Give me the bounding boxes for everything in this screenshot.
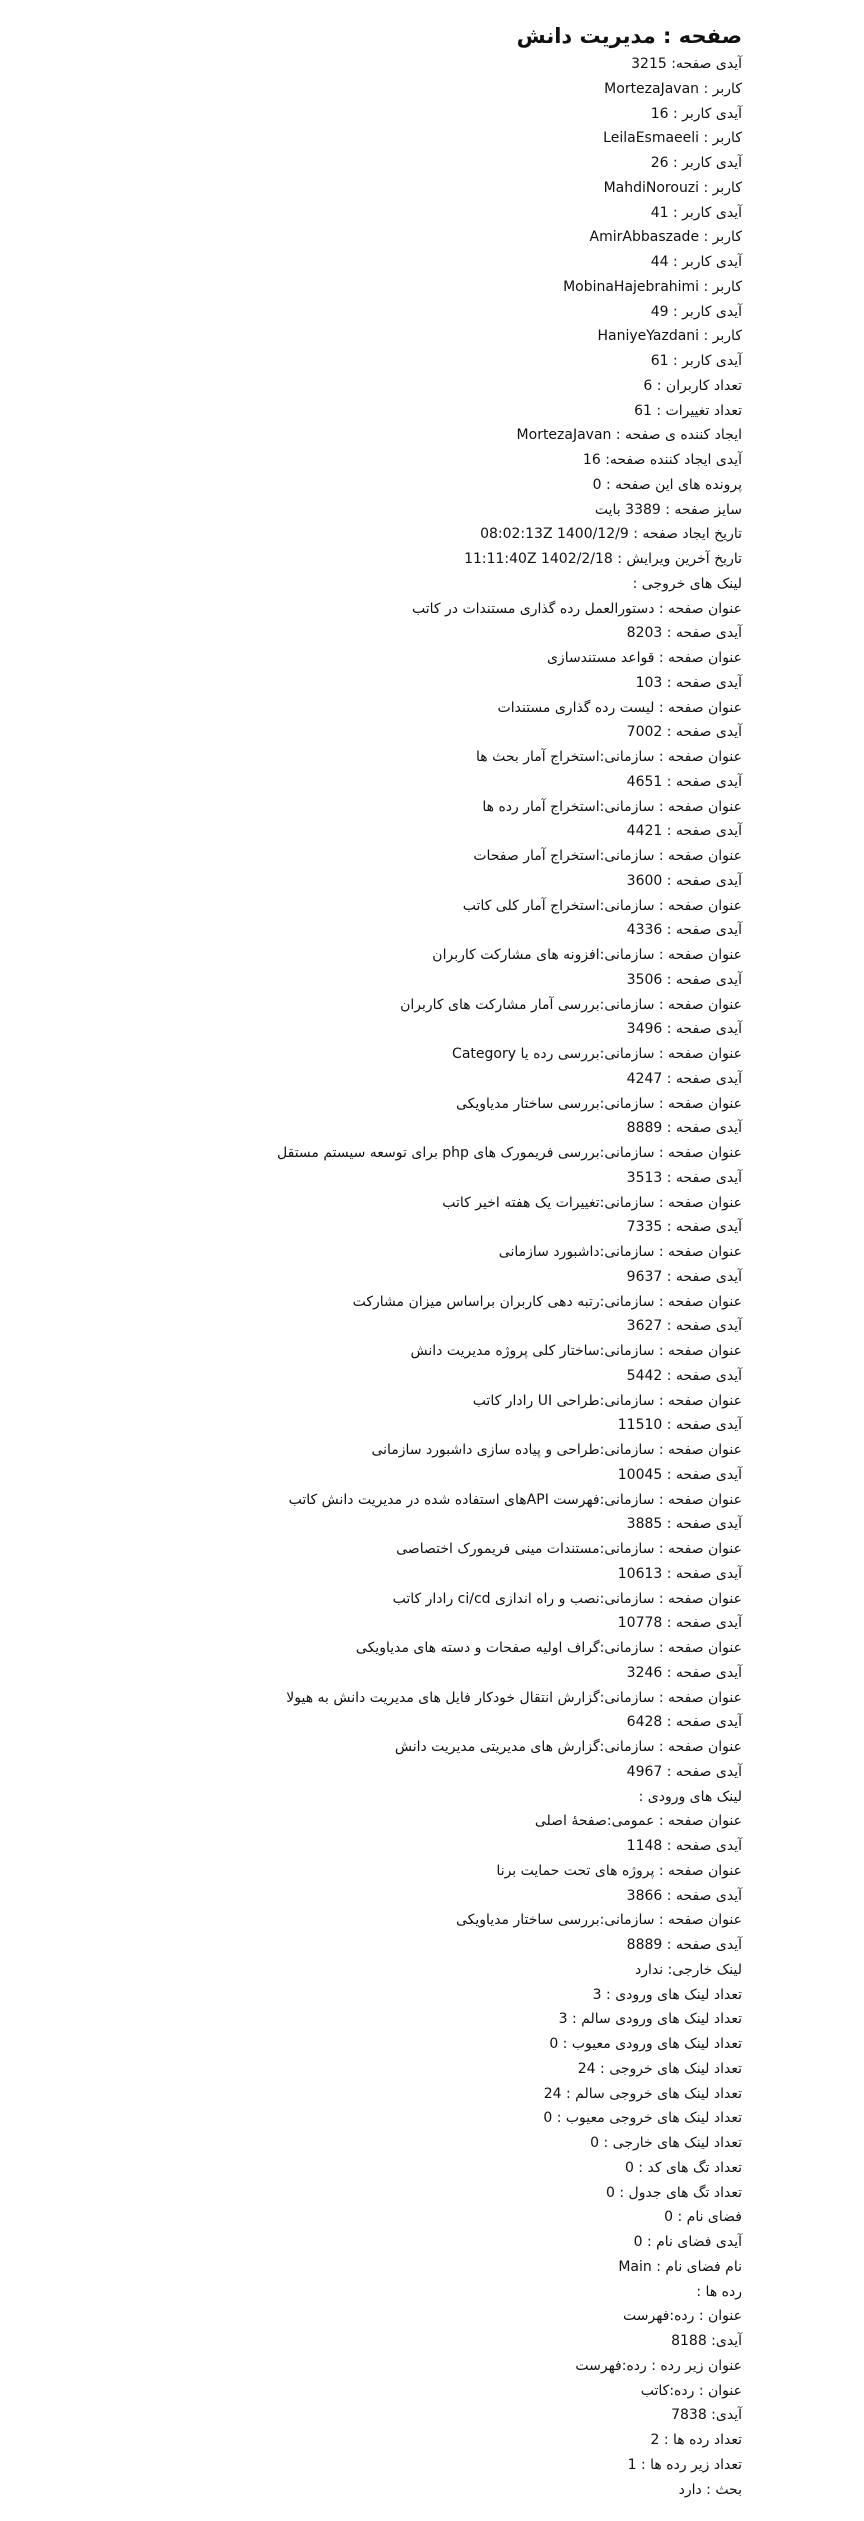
info-line: فضای نام : 0 [664, 2209, 742, 2226]
info-line: عنوان صفحه : سازمانی:رتبه دهی کاربران براساس میزان مشارکت [352, 1293, 742, 1310]
info-line: عنوان صفحه : سازمانی:بررسی آمار مشارکت های کاربران [400, 996, 742, 1013]
info-line: آیدی صفحه : 3627 [626, 1318, 742, 1335]
info-line: آیدی کاربر : 26 [650, 155, 742, 171]
info-line: نام فضای نام : Main [618, 2258, 742, 2275]
info-line: کاربر : MobinaHajebrahimi [563, 278, 742, 295]
info-line: سایز صفحه : 3389 بایت [594, 501, 742, 518]
info-line: تعداد کاربران : 6 [643, 377, 742, 394]
info-line: آیدی کاربر : 44 [650, 254, 742, 270]
info-line: کاربر : MortezaJavan [604, 80, 742, 97]
info-line: آیدی صفحه : 3513 [626, 1169, 742, 1186]
info-line: تعداد لینک های خروجی سالم : 24 [543, 2085, 742, 2102]
info-line: کاربر : LeilaEsmaeeli [603, 130, 742, 147]
info-line: بحث : دارد [678, 2481, 742, 2498]
info-line: تعداد لینک های خارجی : 0 [590, 2135, 742, 2151]
info-line: تعداد تغییرات : 61 [634, 402, 742, 419]
info-line: عنوان صفحه : سازمانی:افزونه های مشارکت کاربران [432, 947, 742, 963]
info-line: عنوان صفحه : پروژه های تحت حمایت برنا [496, 1862, 742, 1879]
info-line: آیدی صفحه : 8889 [626, 1120, 742, 1137]
info-line: عنوان : رده:فهرست [623, 2308, 742, 2325]
info-line: عنوان صفحه : سازمانی:داشبورد سازمانی [498, 1244, 742, 1260]
info-line: عنوان صفحه : سازمانی:تغییرات یک هفته اخیر کاتب [442, 1194, 742, 1211]
info-line: پرونده های این صفحه : 0 [592, 476, 742, 493]
info-line: آیدی صفحه : 4421 [626, 823, 742, 840]
info-line: آیدی صفحه : 3600 [626, 872, 742, 889]
info-line: آیدی صفحه : 3246 [626, 1664, 742, 1681]
info-line: عنوان صفحه : سازمانی:گراف اولیه صفحات و دسته های مدیاویکی [355, 1640, 742, 1656]
info-line: تاریخ ایجاد صفحه : 1400/12/9 08:02:13Z [480, 526, 742, 543]
info-line: عنوان صفحه : سازمانی:نصب و راه اندازی ci/cd رادار کاتب [392, 1590, 742, 1607]
info-line: آیدی صفحه : 10778 [617, 1615, 742, 1632]
info-line: آیدی صفحه : 4247 [626, 1070, 742, 1087]
info-line: عنوان صفحه : سازمانی:استخراج آمار کلی کاتب [462, 897, 742, 914]
info-line: لینک های خروجی : [632, 575, 742, 592]
info-line: عنوان صفحه : سازمانی:بررسی ساختار مدیاویکی [455, 1095, 742, 1112]
info-line: آیدی صفحه : 8889 [626, 1937, 742, 1953]
info-line: عنوان صفحه : سازمانی:استخراج آمار صفحات [473, 848, 742, 864]
info-line: آیدی صفحه : 103 [635, 674, 742, 691]
info-line: لینک های ورودی : [638, 1788, 742, 1805]
info-line: کاربر : MahdiNorouzi [603, 179, 742, 196]
info-line: تعداد لینک های خروجی : 24 [577, 2060, 742, 2077]
info-line: عنوان صفحه : سازمانی:بررسی ساختار مدیاویکی [455, 1912, 742, 1929]
info-line: آیدی صفحه : 7002 [626, 724, 742, 741]
info-line: تعداد زیر رده ها : 1 [627, 2456, 742, 2473]
info-line: عنوان صفحه : لیست رده گذاری مستندات [497, 699, 742, 716]
info-line: عنوان صفحه : سازمانی:استخراج آمار رده ها [482, 798, 742, 815]
info-line: عنوان صفحه : سازمانی:استخراج آمار بحث ها [476, 749, 742, 765]
info-line: عنوان صفحه : دستورالعمل رده گذاری مستندات در کاتب [412, 600, 742, 617]
info-lines [0, 52, 742, 2502]
info-line: رده ها : [696, 2283, 742, 2300]
info-line: تعداد لینک های ورودی سالم : 3 [558, 2011, 742, 2028]
info-line: کاربر : AmirAbbaszade [589, 229, 742, 246]
info-line: عنوان صفحه : سازمانی:گزارش های مدیریتی مدیریت دانش [394, 1739, 742, 1755]
info-line: آیدی صفحه : 9637 [626, 1268, 742, 1285]
info-line: تعداد تگ های کد : 0 [624, 2159, 742, 2176]
info-line: آیدی ایجاد کننده صفحه: 16 [582, 452, 742, 468]
info-line: عنوان : رده:کاتب [640, 2382, 742, 2399]
info-line: آیدی صفحه : 11510 [617, 1417, 742, 1434]
info-line: آیدی کاربر : 41 [650, 204, 742, 221]
info-line: عنوان صفحه : سازمانی:بررسی فریمورک های php برای توسعه سیستم مستقل [277, 1145, 742, 1161]
info-line: آیدی صفحه : 1148 [626, 1838, 742, 1854]
info-line: آیدی صفحه : 4336 [626, 922, 742, 939]
info-line: عنوان صفحه : سازمانی:طراحی UI رادار کاتب [472, 1392, 742, 1409]
info-line: تعداد لینک های ورودی : 3 [592, 1986, 742, 2003]
info-line: عنوان صفحه : سازمانی:مستندات مینی فریمورک اختصاصی [396, 1541, 742, 1557]
info-line: عنوان صفحه : سازمانی:گزارش انتقال خودکار فایل های مدیریت دانش به هیولا [286, 1689, 742, 1706]
info-line: آیدی صفحه : 8203 [626, 625, 742, 642]
info-line: آیدی صفحه : 5442 [626, 1367, 742, 1384]
info-line: عنوان صفحه : سازمانی:ساختار کلی پروژه مدیریت دانش [410, 1343, 742, 1359]
info-line: تعداد لینک های ورودی معیوب : 0 [549, 2036, 742, 2052]
info-line: کاربر : HaniyeYazdani [597, 328, 742, 345]
info-line: آیدی صفحه : 6428 [626, 1714, 742, 1731]
info-line: تاریخ آخرین ویرایش : 1402/2/18 11:11:40Z [464, 551, 742, 567]
info-line: آیدی: 7838 [671, 2407, 742, 2424]
info-line: آیدی صفحه : 7335 [626, 1219, 742, 1236]
info-line: آیدی کاربر : 16 [650, 105, 742, 122]
info-line: عنوان صفحه : قواعد مستندسازی [546, 650, 742, 666]
info-line: آیدی فضای نام : 0 [633, 2234, 742, 2250]
info-line: عنوان زیر رده : رده:فهرست [575, 2357, 742, 2374]
info-line: آیدی صفحه : 4651 [626, 773, 742, 790]
info-line: آیدی صفحه : 10045 [617, 1466, 742, 1483]
info-line: تعداد لینک های خروجی معیوب : 0 [543, 2110, 742, 2127]
info-line: آیدی صفحه : 4967 [626, 1763, 742, 1780]
page-title: صفحه : مدیریت دانش [516, 24, 742, 48]
info-line: آیدی کاربر : 61 [650, 353, 742, 369]
info-line: آیدی صفحه : 3866 [626, 1887, 742, 1904]
info-line: لینک خارجی: ندارد [635, 1961, 742, 1978]
info-line: تعداد رده ها : 2 [650, 2432, 742, 2448]
info-line: ایجاد کننده ی صفحه : MortezaJavan [516, 427, 742, 444]
info-line: آیدی صفحه : 3496 [626, 1021, 742, 1038]
info-line: آیدی صفحه : 10613 [617, 1565, 742, 1582]
info-line: عنوان صفحه : سازمانی:طراحی و پیاده سازی داشبورد سازمانی [371, 1442, 742, 1458]
info-line: عنوان صفحه : عمومی:صفحهٔ اصلی [534, 1813, 742, 1830]
info-line: آیدی کاربر : 49 [650, 303, 742, 320]
info-line: آیدی صفحه : 3885 [626, 1516, 742, 1533]
info-line: عنوان صفحه : سازمانی:بررسی رده یا Category [452, 1046, 742, 1062]
info-line: آیدی صفحه : 3506 [626, 971, 742, 988]
info-line: آیدی: 8188 [671, 2333, 742, 2349]
info-line: آیدی صفحه: 3215 [631, 56, 742, 72]
info-line: عنوان صفحه : سازمانی:فهرست APIهای استفاده شده در مدیریت دانش کاتب [288, 1491, 742, 1508]
info-line: تعداد تگ های جدول : 0 [606, 2184, 742, 2201]
